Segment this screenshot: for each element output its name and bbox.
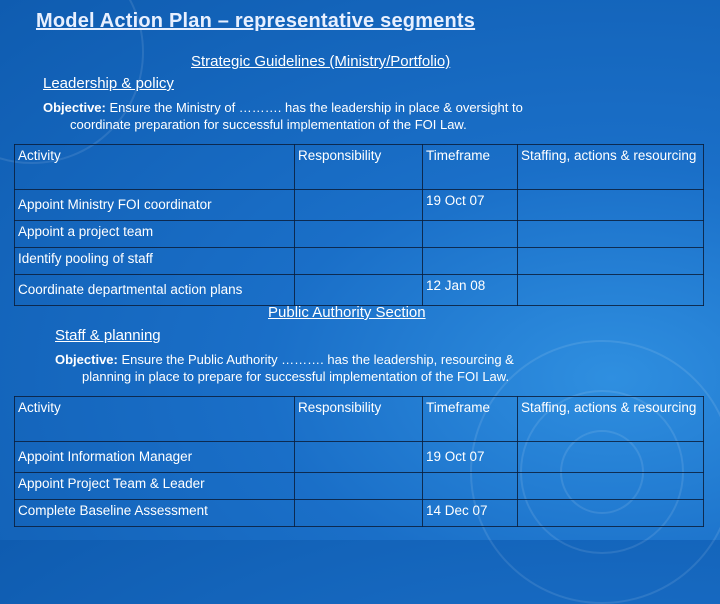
ministry-heading: Strategic Guidelines (Ministry/Portfolio) xyxy=(191,53,451,70)
header-timeframe: Timeframe xyxy=(423,397,518,442)
header-timeframe: Timeframe xyxy=(423,145,518,190)
ministry-objective-line1: Ensure the Ministry of ………. has the leadership in place & oversight to xyxy=(109,100,523,115)
table-row xyxy=(15,248,704,275)
authority-objective-line1: Ensure the Public Authority ………. has the leadership, resourcing & xyxy=(121,352,514,367)
header-responsibility: Responsibility xyxy=(295,397,423,442)
authority-section-label: Staff & planning xyxy=(55,327,161,344)
activity-cell: Complete Baseline Assessment xyxy=(15,500,295,527)
timeframe-cell xyxy=(423,473,518,500)
ministry-section-label: Leadership & policy xyxy=(43,75,174,92)
responsibility-cell xyxy=(295,473,423,500)
responsibility-cell xyxy=(295,442,423,473)
table-header-row xyxy=(15,397,704,442)
timeframe-cell: 19 Oct 07 xyxy=(423,190,518,221)
timeframe-cell: 19 Oct 07 xyxy=(423,442,518,473)
authority-objective-line2: planning in place to prepare for successful implementation of the FOI Law. xyxy=(82,369,510,384)
responsibility-cell xyxy=(295,190,423,221)
ministry-action-table xyxy=(14,144,704,306)
activity-cell: Coordinate departmental action plans xyxy=(15,275,295,306)
authority-heading: Public Authority Section xyxy=(268,304,426,321)
table-row xyxy=(15,473,704,500)
table-row xyxy=(15,190,704,221)
staffing-cell xyxy=(518,190,704,221)
table-row xyxy=(15,500,704,527)
timeframe-cell xyxy=(423,221,518,248)
responsibility-cell xyxy=(295,500,423,527)
staffing-cell xyxy=(518,500,704,527)
activity-cell: Appoint Information Manager xyxy=(15,442,295,473)
table-row xyxy=(15,442,704,473)
responsibility-cell xyxy=(295,221,423,248)
staffing-cell xyxy=(518,275,704,306)
ministry-objective-line2: coordinate preparation for successful implementation of the FOI Law. xyxy=(70,117,467,132)
ministry-objective-label: Objective: xyxy=(43,100,106,115)
header-staffing: Staffing, actions & resourcing xyxy=(518,145,704,190)
activity-cell: Appoint Project Team & Leader xyxy=(15,473,295,500)
header-staffing: Staffing, actions & resourcing xyxy=(518,397,704,442)
staffing-cell xyxy=(518,473,704,500)
authority-action-table xyxy=(14,396,704,527)
responsibility-cell xyxy=(295,248,423,275)
header-activity: Activity xyxy=(15,397,295,442)
header-responsibility: Responsibility xyxy=(295,145,423,190)
responsibility-cell xyxy=(295,275,423,306)
header-activity: Activity xyxy=(15,145,295,190)
page-title: Model Action Plan – representative segments xyxy=(36,10,476,32)
authority-objective xyxy=(55,351,715,385)
ministry-objective xyxy=(43,99,713,133)
timeframe-cell: 14 Dec 07 xyxy=(423,500,518,527)
activity-cell: Appoint Ministry FOI coordinator xyxy=(15,190,295,221)
table-header-row xyxy=(15,145,704,190)
activity-cell: Appoint a project team xyxy=(15,221,295,248)
activity-cell: Identify pooling of staff xyxy=(15,248,295,275)
table-row xyxy=(15,221,704,248)
table-row xyxy=(15,275,704,306)
authority-objective-label: Objective: xyxy=(55,352,118,367)
staffing-cell xyxy=(518,442,704,473)
timeframe-cell: 12 Jan 08 xyxy=(423,275,518,306)
staffing-cell xyxy=(518,248,704,275)
timeframe-cell xyxy=(423,248,518,275)
staffing-cell xyxy=(518,221,704,248)
